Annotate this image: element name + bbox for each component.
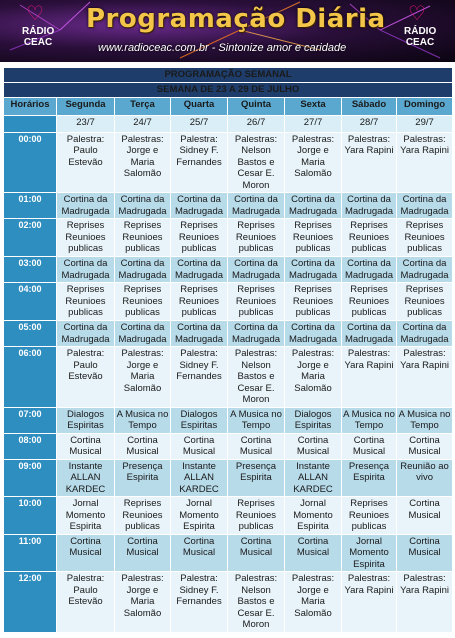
program-cell: Palestras: Yara Rapini: [342, 132, 397, 193]
program-cell: Cortina Musical: [228, 534, 285, 572]
program-cell: A Musica no Tempo: [397, 407, 453, 433]
program-cell: A Musica no Tempo: [228, 407, 285, 433]
program-cell: Cortina da Madrugada: [57, 257, 115, 283]
radio-ceac-logo-left: ♡ RÁDIO CEAC: [22, 3, 55, 48]
day-header: Terça: [115, 97, 171, 115]
heart-icon: ♡: [408, 3, 426, 25]
program-cell: Palestras: Nelson Bastos e Cesar E. Moron: [228, 347, 285, 408]
program-cell: Cortina Musical: [57, 433, 115, 459]
page-title: Programação Diária: [86, 4, 386, 34]
program-cell: Reprises Reunioes publicas: [171, 219, 228, 257]
program-cell: Cortina da Madrugada: [115, 193, 171, 219]
hour-label: 08:00: [4, 433, 57, 459]
program-cell: Reprises Reunioes publicas: [57, 283, 115, 321]
program-cell: Reprises Reunioes publicas: [285, 219, 342, 257]
hour-label: 03:00: [4, 257, 57, 283]
program-cell: Reprises Reunioes publicas: [115, 497, 171, 535]
program-cell: Dialogos Espiritas: [171, 407, 228, 433]
program-cell: Palestras: Yara Rapini: [342, 572, 397, 633]
heart-icon: ♡: [26, 3, 44, 25]
date-header: 28/7: [342, 115, 397, 132]
program-cell: Instante ALLAN KARDEC: [285, 459, 342, 497]
program-cell: Cortina Musical: [285, 534, 342, 572]
program-cell: Instante ALLAN KARDEC: [171, 459, 228, 497]
program-cell: Cortina da Madrugada: [285, 321, 342, 347]
program-cell: A Musica no Tempo: [115, 407, 171, 433]
program-cell: Cortina da Madrugada: [228, 257, 285, 283]
date-header: 25/7: [171, 115, 228, 132]
program-cell: Cortina Musical: [171, 534, 228, 572]
day-header: Sábado: [342, 97, 397, 115]
day-header: Quinta: [228, 97, 285, 115]
program-cell: Palestra: Sidney F. Fernandes: [171, 132, 228, 193]
program-cell: Cortina Musical: [397, 497, 453, 535]
schedule-row: [4, 132, 453, 193]
hour-label: 10:00: [4, 497, 57, 535]
program-cell: Cortina da Madrugada: [397, 257, 453, 283]
program-cell: Cortina da Madrugada: [57, 321, 115, 347]
program-cell: Cortina Musical: [342, 433, 397, 459]
hour-label: 00:00: [4, 132, 57, 193]
program-cell: Cortina Musical: [115, 433, 171, 459]
program-cell: Cortina da Madrugada: [342, 193, 397, 219]
program-cell: Palestras: Nelson Bastos e Cesar E. Moron: [228, 132, 285, 193]
program-cell: Dialogos Espiritas: [57, 407, 115, 433]
program-cell: Cortina da Madrugada: [228, 321, 285, 347]
hour-label: 09:00: [4, 459, 57, 497]
program-cell: Cortina da Madrugada: [285, 257, 342, 283]
program-cell: Cortina da Madrugada: [397, 321, 453, 347]
program-cell: Palestras: Jorge e Maria Salomão: [115, 572, 171, 633]
program-cell: Reunião ao vivo: [397, 459, 453, 497]
day-header: Domingo: [397, 97, 453, 115]
program-cell: Cortina Musical: [228, 433, 285, 459]
program-cell: Cortina Musical: [57, 534, 115, 572]
radio-ceac-logo-right: ♡ RÁDIO CEAC: [404, 3, 437, 48]
program-cell: Cortina Musical: [115, 534, 171, 572]
program-cell: Palestras: Yara Rapini: [397, 132, 453, 193]
program-cell: Cortina Musical: [397, 433, 453, 459]
program-cell: Reprises Reunioes publicas: [228, 283, 285, 321]
program-cell: Palestras: Jorge e Maria Salomão: [115, 132, 171, 193]
program-cell: Palestras: Yara Rapini: [397, 347, 453, 408]
date-header: 29/7: [397, 115, 453, 132]
schedule-row: [4, 572, 453, 633]
program-cell: Palestras: Yara Rapini: [342, 347, 397, 408]
program-cell: Cortina Musical: [397, 534, 453, 572]
program-cell: Jornal Momento Espirita: [285, 497, 342, 535]
program-cell: Reprises Reunioes publicas: [342, 219, 397, 257]
program-cell: Palestra: Paulo Estevão: [57, 347, 115, 408]
program-cell: Cortina Musical: [285, 433, 342, 459]
schedule-row: [4, 219, 453, 257]
program-cell: Cortina da Madrugada: [171, 257, 228, 283]
program-cell: Cortina da Madrugada: [171, 193, 228, 219]
banner: [0, 0, 455, 62]
program-cell: Palestras: Jorge e Maria Salomão: [285, 572, 342, 633]
program-cell: Reprises Reunioes publicas: [342, 283, 397, 321]
schedule-row: [4, 497, 453, 535]
hour-label: 04:00: [4, 283, 57, 321]
program-cell: Reprises Reunioes publicas: [342, 497, 397, 535]
program-cell: Palestras: Jorge e Maria Salomão: [285, 347, 342, 408]
program-cell: Jornal Momento Espirita: [342, 534, 397, 572]
hour-label: 12:00: [4, 572, 57, 633]
program-cell: Cortina da Madrugada: [342, 321, 397, 347]
schedule-row: [4, 407, 453, 433]
program-cell: Palestras: Jorge e Maria Salomão: [115, 347, 171, 408]
program-cell: Presença Espirita: [342, 459, 397, 497]
page-subtitle: www.radioceac.com.br - Sintonize amor e caridade: [98, 42, 347, 54]
program-cell: Cortina Musical: [171, 433, 228, 459]
week-label: SEMANA DE 23 A 29 DE JULHO: [4, 82, 453, 97]
date-header: 23/7: [57, 115, 115, 132]
program-cell: Reprises Reunioes publicas: [57, 219, 115, 257]
program-cell: Cortina da Madrugada: [228, 193, 285, 219]
hour-label: 11:00: [4, 534, 57, 572]
program-cell: Presença Espirita: [115, 459, 171, 497]
day-header: Segunda: [57, 97, 115, 115]
program-cell: Reprises Reunioes publicas: [397, 283, 453, 321]
hour-label: 05:00: [4, 321, 57, 347]
program-cell: Presença Espirita: [228, 459, 285, 497]
day-header: Quarta: [171, 97, 228, 115]
date-header: 27/7: [285, 115, 342, 132]
hour-label: 07:00: [4, 407, 57, 433]
program-cell: Palestra: Paulo Estevão: [57, 132, 115, 193]
program-cell: Cortina da Madrugada: [115, 257, 171, 283]
program-cell: A Musica no Tempo: [343, 408, 395, 431]
program-cell: Jornal Momento Espirita: [171, 497, 228, 535]
program-cell: Palestra: Paulo Estevão: [57, 572, 115, 633]
program-cell: Instante ALLAN KARDEC: [57, 459, 115, 497]
schedule-row: [4, 459, 453, 497]
program-cell: Dialogos Espiritas: [285, 407, 342, 433]
program-cell: Cortina da Madrugada: [342, 257, 397, 283]
program-cell: Palestras: Nelson Bastos e Cesar E. Moron: [228, 572, 285, 633]
program-cell: Reprises Reunioes publicas: [115, 283, 171, 321]
program-cell: Cortina da Madrugada: [57, 193, 115, 219]
program-cell: Reprises Reunioes publicas: [397, 219, 453, 257]
date-header: 24/7: [115, 115, 171, 132]
program-cell: Reprises Reunioes publicas: [171, 283, 228, 321]
program-cell: Reprises Reunioes publicas: [115, 219, 171, 257]
program-cell: Jornal Momento Espirita: [57, 497, 115, 535]
program-cell: Cortina da Madrugada: [285, 193, 342, 219]
schedule-row: [4, 347, 453, 408]
program-cell: Reprises Reunioes publicas: [285, 283, 342, 321]
program-cell: Palestra: Sidney F. Fernandes: [171, 572, 228, 633]
day-header: Sexta: [285, 97, 342, 115]
hour-label: 01:00: [4, 193, 57, 219]
hours-header: Horários: [4, 97, 57, 115]
schedule-row: [4, 534, 453, 572]
schedule-row: [4, 257, 453, 283]
program-cell: Reprises Reunioes publicas: [228, 497, 285, 535]
dates-corner: [4, 115, 57, 132]
schedule-row: [4, 283, 453, 321]
program-cell: Cortina da Madrugada: [115, 321, 171, 347]
program-cell: Reprises Reunioes publicas: [228, 219, 285, 257]
program-cell: Palestras: Yara Rapini: [397, 572, 453, 633]
program-cell: Cortina da Madrugada: [171, 321, 228, 347]
schedule-row: [4, 193, 453, 219]
date-header: 26/7: [228, 115, 285, 132]
schedule-row: [4, 321, 453, 347]
hour-label: 02:00: [4, 219, 57, 257]
schedule-row: [4, 433, 453, 459]
schedule-heading: PROGRAMAÇÃO SEMANAL: [4, 68, 453, 83]
program-cell: Cortina da Madrugada: [397, 193, 453, 219]
program-cell: Palestras: Jorge e Maria Salomão: [285, 132, 342, 193]
hour-label: 06:00: [4, 347, 57, 408]
program-cell: Palestra: Sidney F. Fernandes: [171, 347, 228, 408]
schedule-table: [3, 67, 453, 633]
